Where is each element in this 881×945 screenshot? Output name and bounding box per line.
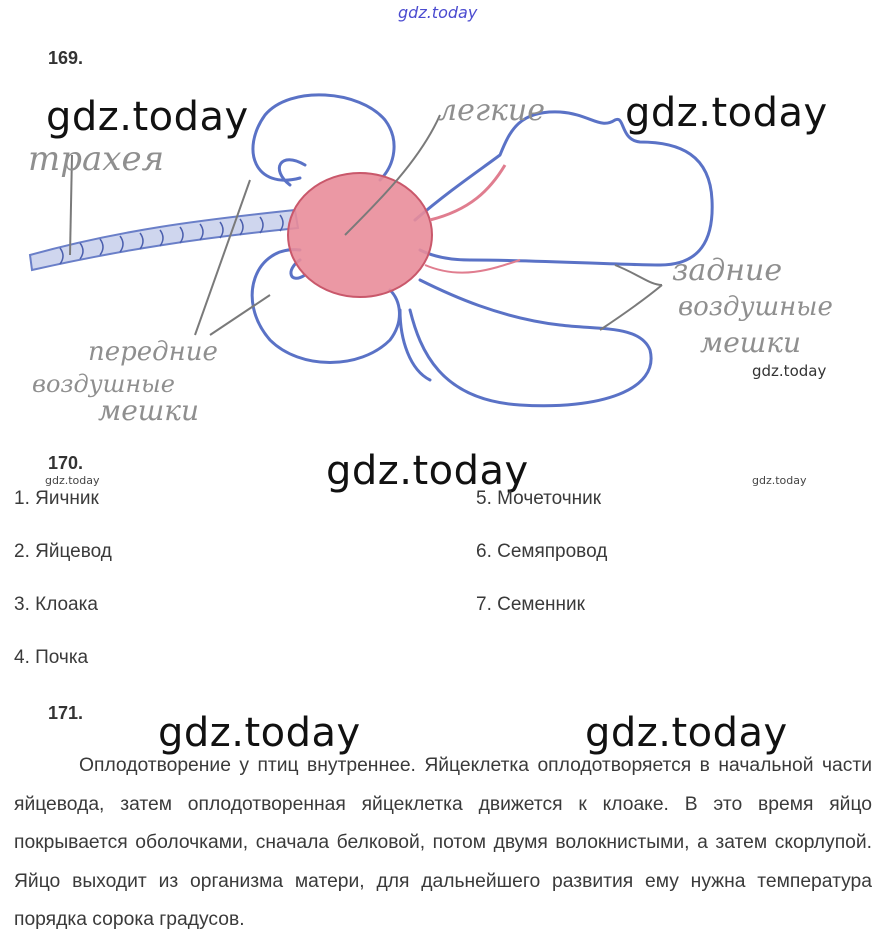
watermark-top: gdz.today <box>398 3 478 22</box>
list-item: 2. Яйцевод <box>14 541 112 562</box>
watermark-big: gdz.today <box>158 710 361 756</box>
watermark-big: gdz.today <box>585 710 788 756</box>
section-number-170: 170. <box>48 453 84 473</box>
label-rear-sacs-2: воздушные <box>678 292 833 322</box>
list-item: 4. Почка <box>14 647 89 668</box>
label-rear-sacs-3: мешки <box>700 326 802 359</box>
watermark-big: gdz.today <box>46 94 249 140</box>
list-item: 3. Клоака <box>14 594 98 615</box>
label-front-sacs-2: воздушные <box>32 370 175 398</box>
label-rear-sacs-1: задние <box>672 253 783 288</box>
watermark-big: gdz.today <box>625 90 828 136</box>
list-item: 7. Семенник <box>476 594 585 615</box>
answer-paragraph: Оплодотворение у птиц внутреннее. Яйцеклетка оплодотворяется в начальной части яйцевода, затем оплодотворенная яйцеклетка движется к клоаке. В это время яйцо покрывается оболочками, сначала белковой, потом двумя волокнистыми, а затем скорлупой. Яйцо выходит из организма матери, для дальнейшего развития ему нужна температура порядка сорока градусов. <box>14 755 872 930</box>
label-front-sacs-1: передние <box>88 337 218 367</box>
watermark-tiny: gdz.today <box>752 474 807 487</box>
watermark-tiny: gdz.today <box>45 474 100 487</box>
label-trachea: трахея <box>28 139 165 179</box>
list-item: 6. Семяпровод <box>476 541 608 562</box>
section-number-171: 171. <box>48 703 84 723</box>
watermark-small: gdz.today <box>752 362 827 380</box>
watermark-big: gdz.today <box>326 448 529 494</box>
label-lungs: легкие <box>438 93 546 128</box>
list-item: 1. Яичник <box>14 488 99 509</box>
lung <box>288 165 520 297</box>
section-number-169: 169. <box>48 48 84 68</box>
label-front-sacs-3: мешки <box>98 394 200 427</box>
list-item: 5. Мочеточник <box>476 488 602 509</box>
